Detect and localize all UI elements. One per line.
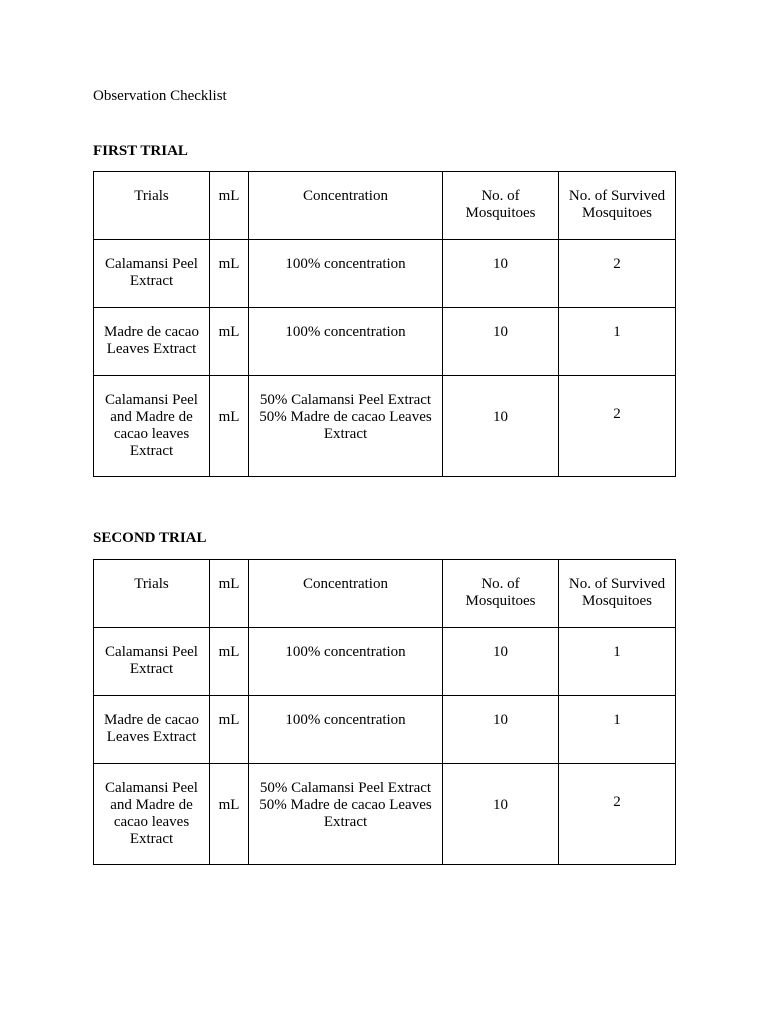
mosquitoes-cell: 10 [443, 764, 559, 865]
second-trial-heading: SECOND TRIAL [93, 530, 207, 546]
concentration-cell: 100% concentration [249, 696, 443, 764]
header-mosquitoes: No. of Mosquitoes [443, 560, 559, 628]
mosquitoes-cell: 10 [443, 696, 559, 764]
header-mosquitoes: No. of Mosquitoes [443, 172, 559, 240]
document-title: Observation Checklist [93, 88, 227, 104]
table-header-row [94, 560, 676, 628]
trial-cell: Calamansi Peel and Madre de cacao leaves Extract [94, 764, 210, 865]
table-row [94, 240, 676, 308]
survived-cell: 2 [559, 764, 676, 865]
survived-cell: 1 [559, 628, 676, 696]
trial-cell: Madre de cacao Leaves Extract [94, 696, 210, 764]
table-row [94, 764, 676, 865]
survived-cell: 1 [559, 696, 676, 764]
header-ml: mL [210, 172, 249, 240]
table-row [94, 628, 676, 696]
first-trial-table [93, 171, 676, 477]
mosquitoes-cell: 10 [443, 308, 559, 376]
mosquitoes-cell: 10 [443, 240, 559, 308]
concentration-cell: 50% Calamansi Peel Extract 50% Madre de cacao Leaves Extract [249, 376, 443, 477]
table-row [94, 308, 676, 376]
table-row [94, 696, 676, 764]
survived-cell: 2 [559, 240, 676, 308]
ml-cell: mL [210, 764, 249, 865]
survived-cell: 1 [559, 308, 676, 376]
trial-cell: Calamansi Peel Extract [94, 628, 210, 696]
header-concentration: Concentration [249, 172, 443, 240]
first-trial-heading: FIRST TRIAL [93, 143, 188, 159]
concentration-cell: 100% concentration [249, 628, 443, 696]
header-survived: No. of Survived Mosquitoes [559, 172, 676, 240]
ml-cell: mL [210, 628, 249, 696]
ml-cell: mL [210, 308, 249, 376]
trial-cell: Calamansi Peel Extract [94, 240, 210, 308]
table-header-row [94, 172, 676, 240]
header-survived: No. of Survived Mosquitoes [559, 560, 676, 628]
concentration-cell: 50% Calamansi Peel Extract 50% Madre de cacao Leaves Extract [249, 764, 443, 865]
trial-cell: Madre de cacao Leaves Extract [94, 308, 210, 376]
concentration-cell: 100% concentration [249, 308, 443, 376]
ml-cell: mL [210, 240, 249, 308]
header-concentration: Concentration [249, 560, 443, 628]
header-ml: mL [210, 560, 249, 628]
second-trial-table [93, 559, 676, 865]
table-row [94, 376, 676, 477]
header-trials: Trials [94, 560, 210, 628]
concentration-cell: 100% concentration [249, 240, 443, 308]
mosquitoes-cell: 10 [443, 628, 559, 696]
mosquitoes-cell: 10 [443, 376, 559, 477]
survived-cell: 2 [559, 376, 676, 477]
ml-cell: mL [210, 696, 249, 764]
trial-cell: Calamansi Peel and Madre de cacao leaves Extract [94, 376, 210, 477]
header-trials: Trials [94, 172, 210, 240]
ml-cell: mL [210, 376, 249, 477]
